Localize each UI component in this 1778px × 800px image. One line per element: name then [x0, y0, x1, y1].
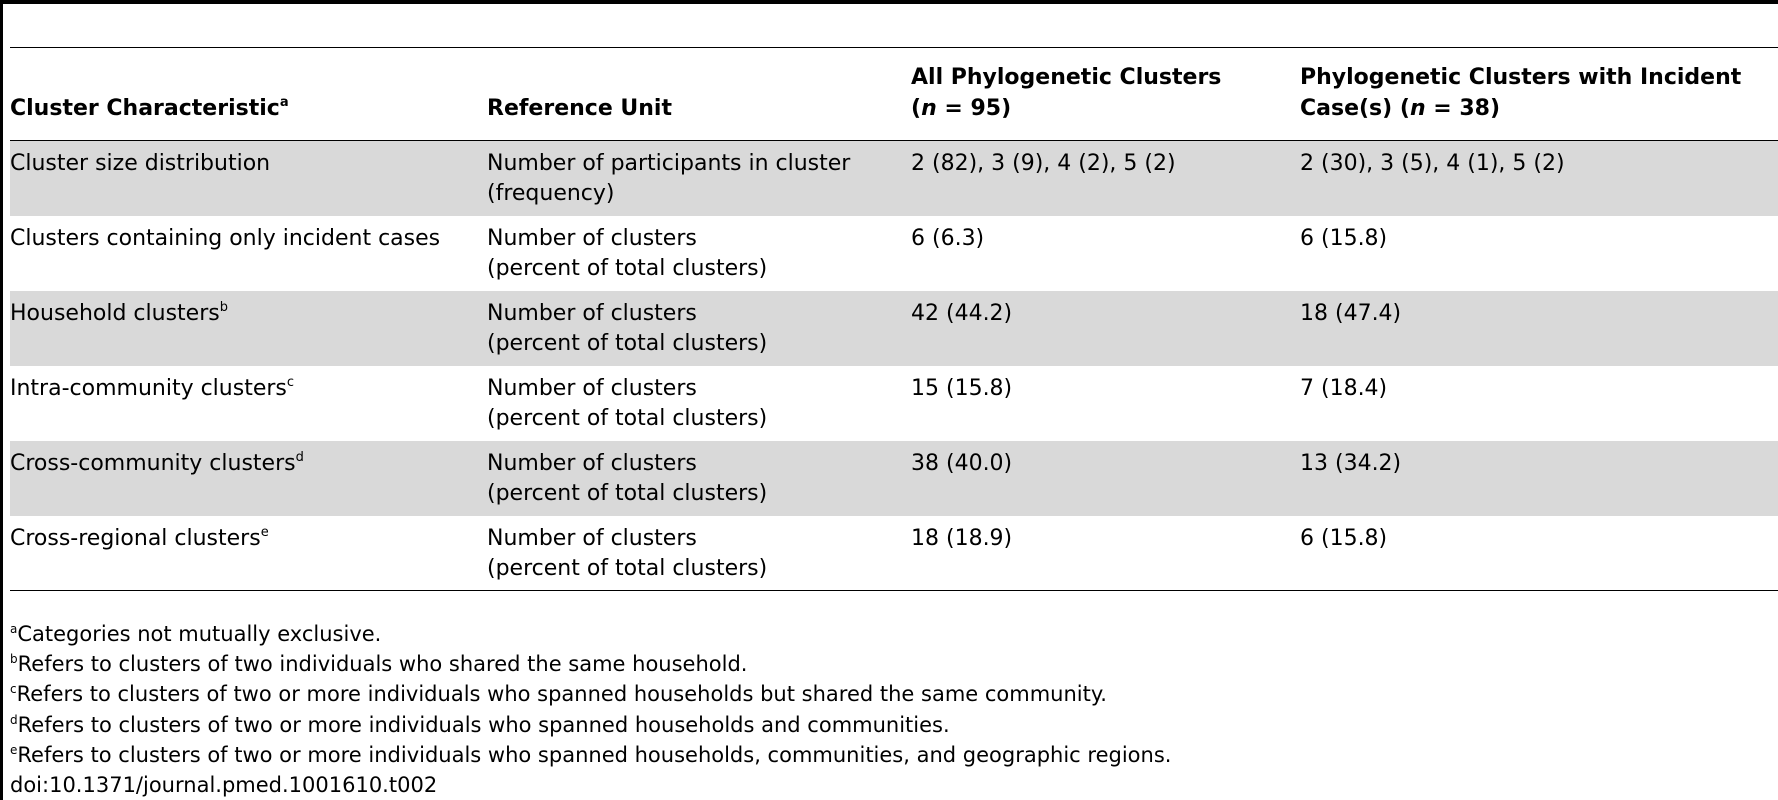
unit-line1: Number of clusters — [487, 450, 697, 476]
unit-line1: Number of clusters — [487, 525, 697, 551]
unit-line2: (percent of total clusters) — [487, 480, 768, 506]
characteristic-text: Clusters containing only incident cases — [10, 225, 441, 251]
table-body — [10, 141, 1778, 591]
cell-incident-clusters: 18 (47.4) — [1300, 300, 1402, 326]
table-row — [10, 366, 1778, 441]
footnote-text: Categories not mutually exclusive. — [17, 622, 382, 646]
footnote-mark: e — [10, 742, 18, 757]
cell-reference-unit — [487, 291, 911, 366]
cell-incident-clusters: 6 (15.8) — [1300, 225, 1388, 251]
footnote-mark: d — [295, 449, 304, 465]
footnote-mark: e — [260, 524, 269, 540]
cell-all-clusters: 18 (18.9) — [911, 525, 1013, 551]
top-rule — [0, 0, 1778, 4]
cell-characteristic — [10, 291, 487, 366]
header-all-clusters-line2 — [911, 93, 1294, 124]
header-all-n-open: ( — [911, 96, 922, 121]
footnote-text: Refers to clusters of two or more individuals who spanned households but shared the same community. — [16, 682, 1107, 707]
cell-characteristic — [10, 366, 487, 441]
header-incident-n-symbol: n — [1409, 96, 1426, 121]
header-incident-prefix: Case(s) ( — [1300, 96, 1410, 121]
characteristic-text: Cluster size distribution — [10, 151, 271, 176]
unit-line1: Number of clusters — [487, 375, 697, 401]
cell-characteristic — [10, 141, 487, 216]
header-all-clusters-line1: All Phylogenetic Clusters — [911, 65, 1222, 90]
cell-all-clusters: 38 (40.0) — [911, 450, 1013, 476]
cell-reference-unit — [487, 441, 911, 516]
header-reference-unit: Reference Unit — [487, 96, 672, 121]
data-table-container — [10, 47, 1778, 591]
unit-line1: Number of participants in cluster — [487, 151, 851, 176]
cell-all-clusters: 15 (15.8) — [911, 375, 1013, 401]
characteristic-text: Cross-community clusters — [10, 450, 296, 476]
unit-line1: Number of clusters — [487, 225, 697, 251]
cell-characteristic — [10, 441, 487, 516]
footnote-mark: b — [10, 652, 18, 667]
cell-incident-clusters: 6 (15.8) — [1300, 525, 1388, 551]
cell-all-clusters: 42 (44.2) — [911, 300, 1013, 326]
cell-reference-unit — [487, 516, 911, 591]
cell-all-clusters: 2 (82), 3 (9), 4 (2), 5 (2) — [911, 151, 1176, 176]
unit-line2: (percent of total clusters) — [487, 555, 768, 581]
footnote — [10, 679, 1171, 709]
header-incident-clusters — [1300, 48, 1778, 141]
cell-reference-unit — [487, 366, 911, 441]
header-row — [10, 48, 1778, 141]
unit-line2: (percent of total clusters) — [487, 330, 768, 356]
footnote-text: Refers to clusters of two individuals who shared the same household. — [17, 652, 748, 677]
unit-line2: (frequency) — [487, 181, 615, 206]
cell-characteristic — [10, 216, 487, 291]
table-footnotes — [10, 619, 1171, 800]
doi-link[interactable]: doi:10.1371/journal.pmed.1001610.t002 — [10, 773, 438, 798]
header-characteristic-text: Cluster Characteristic — [10, 96, 280, 121]
table-row — [10, 216, 1778, 291]
footnote-text: Refers to clusters of two or more individuals who spanned households, communities, and geographic regions. — [17, 742, 1172, 767]
header-incident-n-value: = 38) — [1425, 96, 1501, 121]
footnote-mark: d — [10, 712, 18, 727]
characteristic-text: Cross-regional clusters — [10, 525, 261, 551]
cell-incident-clusters: 13 (34.2) — [1300, 450, 1402, 476]
cell-reference-unit — [487, 216, 911, 291]
cell-reference-unit — [487, 141, 911, 216]
left-rule — [0, 0, 3, 800]
footnote-text: Refers to clusters of two or more individuals who spanned households and communities. — [17, 712, 950, 737]
table-header — [10, 48, 1778, 141]
table-row — [10, 516, 1778, 591]
cluster-characteristics-table — [10, 47, 1778, 591]
header-footnote-mark: a — [279, 95, 289, 110]
footnote — [10, 649, 1171, 679]
table-row — [10, 141, 1778, 216]
characteristic-text: Household clusters — [10, 300, 220, 326]
footnote-mark: a — [10, 622, 18, 636]
unit-line2: (percent of total clusters) — [487, 405, 768, 431]
footnote — [10, 619, 1171, 649]
unit-line1: Number of clusters — [487, 300, 697, 326]
header-cluster-characteristic — [10, 48, 487, 141]
characteristic-text: Intra-community clusters — [10, 375, 287, 401]
cell-characteristic — [10, 516, 487, 591]
footnote-mark: b — [219, 299, 228, 315]
footnote — [10, 710, 1171, 740]
cell-all-clusters: 6 (6.3) — [911, 225, 985, 251]
footnote — [10, 740, 1171, 770]
header-incident-line1: Phylogenetic Clusters with Incident — [1300, 65, 1742, 90]
header-all-n-symbol: n — [921, 96, 937, 121]
header-incident-line2 — [1300, 93, 1772, 124]
unit-line2: (percent of total clusters) — [487, 255, 768, 281]
cell-incident-clusters: 2 (30), 3 (5), 4 (1), 5 (2) — [1300, 151, 1565, 176]
cell-incident-clusters: 7 (18.4) — [1300, 375, 1388, 401]
footnote-mark: c — [10, 682, 17, 697]
footnote-mark: c — [286, 374, 295, 390]
header-all-clusters — [911, 48, 1300, 141]
header-all-n-value: = 95) — [936, 96, 1012, 121]
table-row — [10, 441, 1778, 516]
table-row — [10, 291, 1778, 366]
